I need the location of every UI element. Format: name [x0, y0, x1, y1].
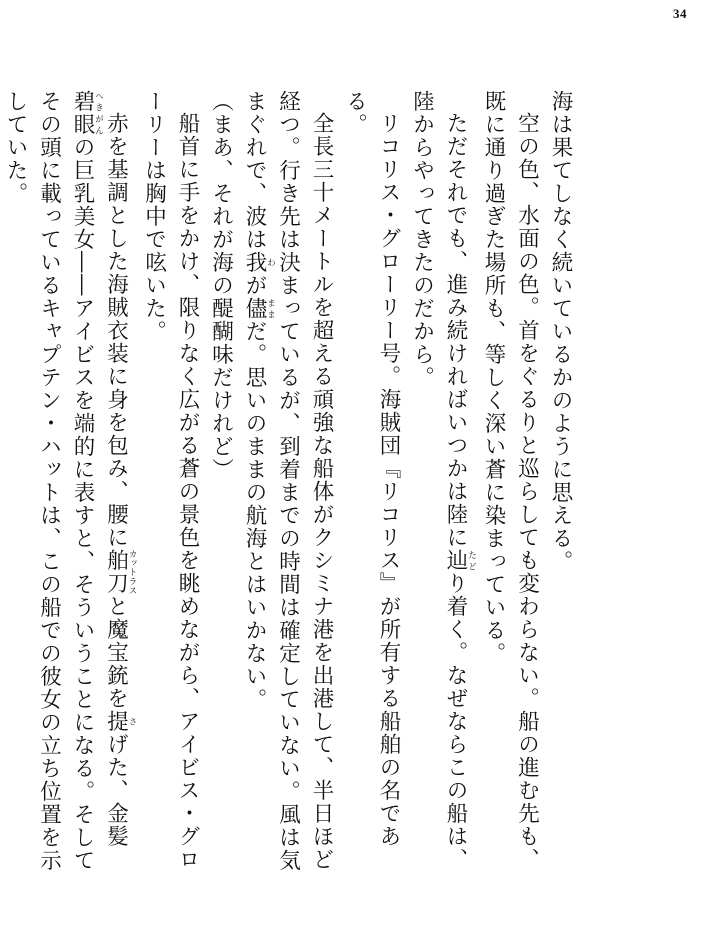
ruby-reading: たど: [466, 548, 477, 572]
text-run: 船首に手をかけ、限りなく広がる蒼の景色を眺めながら、アイビス・グローリーは胸中で呟いた。: [141, 90, 200, 871]
ruby-reading: カットラス: [127, 548, 137, 595]
ruby-reading: わ: [265, 251, 276, 274]
ruby-reading: へきがん: [93, 90, 104, 136]
ruby-base: 提: [103, 709, 129, 733]
ruby-annotation: [103, 709, 137, 733]
ruby-annotation: [70, 90, 104, 136]
text-run: げた、金髪: [103, 732, 129, 848]
ruby-annotation: [242, 297, 276, 320]
text-run: リコリス・グローリー号。海賊団『リコリス』が所有する船舶の名である。: [342, 90, 401, 848]
page-number: 34: [673, 6, 687, 21]
ruby-base: 舶刀: [103, 548, 129, 595]
paragraph: [477, 90, 544, 880]
paragraph: [0, 90, 137, 880]
text-run: 赤を基調とした海賊衣装に身を包み、腰に: [103, 111, 129, 549]
text-run: 全長三十メートルを超える頑強な船体がクシミナ港を出港して、半日ほど経つ。行き先は決まっているが、到着までの時間は確定していない。風は気まぐれで、波は: [242, 90, 334, 872]
ruby-reading: まま: [265, 297, 276, 320]
paragraph: [204, 90, 238, 880]
text-run: （まあ、それが海の醍醐味だけれど）: [208, 90, 234, 481]
ruby-base: 碧眼: [70, 90, 95, 136]
ruby-annotation: [443, 548, 477, 572]
text-run: が: [242, 274, 267, 297]
ruby-base: 我: [242, 251, 267, 274]
text-run: と魔宝銃を: [103, 594, 129, 710]
text-run: だ。思いのままの航海とはいかない。: [242, 320, 267, 711]
text-run: 空の色、水面の色。首をぐるりと巡らしても変わらない。船の進む先も、既に通り過ぎた場所も、等しく深い蒼に染まっている。: [481, 90, 540, 871]
paragraph: [238, 90, 339, 880]
paragraph: [405, 90, 477, 880]
text-run: ただそれでも、進み続ければいつかは陸に: [443, 111, 468, 549]
paragraph: [544, 90, 578, 880]
text-run: の巨乳美女――アイビスを端的に表すと、そういうことになる。そしてその頭に載っているキャプテン・ハットは、この船での彼女の立ち位置を示していた。: [3, 90, 95, 872]
body-text: [0, 90, 577, 880]
ruby-base: 辿: [443, 548, 468, 572]
ruby-base: 儘: [242, 297, 267, 320]
text-run: り着く。なぜならこの船は、陸からやってきたのだから。: [409, 90, 468, 871]
ruby-annotation: [242, 251, 276, 274]
ruby-reading: さ: [127, 709, 137, 733]
paragraph: [137, 90, 204, 880]
ruby-annotation: [103, 548, 137, 595]
paragraph: [338, 90, 405, 880]
text-run: 海は果てしなく続いているかのように思える。: [548, 90, 573, 573]
